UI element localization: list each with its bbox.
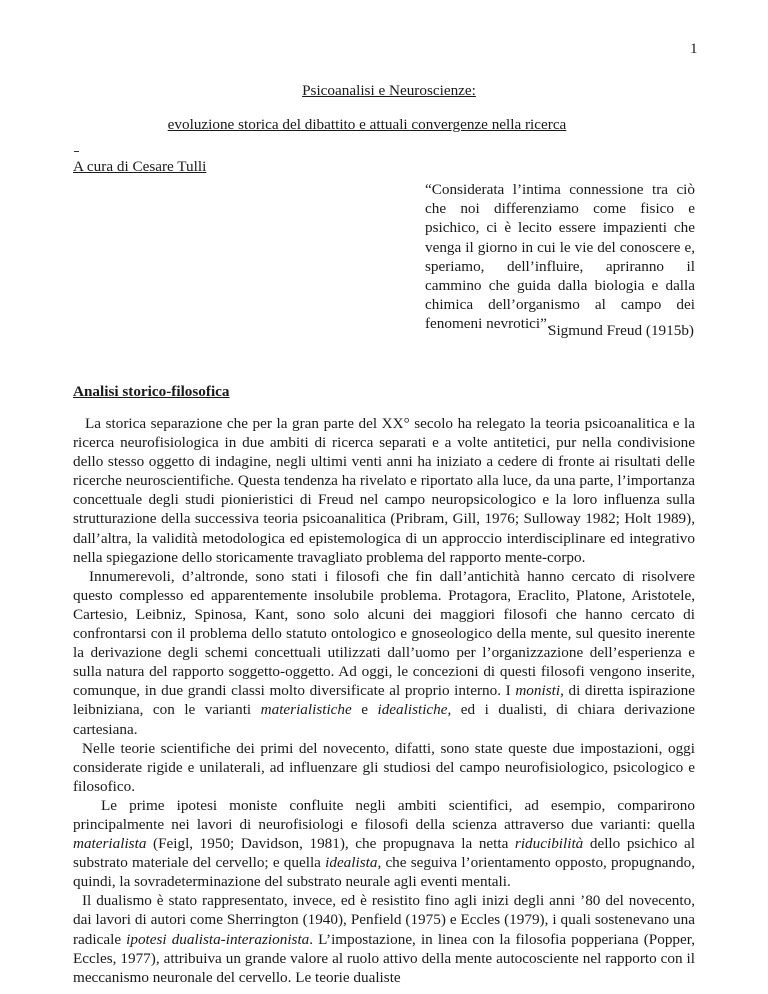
italic-term: idealistiche, [377, 701, 452, 719]
page-number: 1 [690, 41, 698, 57]
document-subtitle: evoluzione storica del dibattito e attuali convergenze nella ricerca [167, 116, 567, 133]
text-run: dello psichico al substrato materiale del cervello; e quella [73, 835, 695, 872]
italic-term: materialistiche [260, 701, 352, 719]
section-heading: Analisi storico-filosofica [73, 383, 230, 400]
author-line: A cura di Cesare Tulli [73, 158, 207, 175]
document-title: Psicoanalisi e Neuroscienze: [302, 82, 476, 99]
paragraph: La storica separazione che per la gran parte del XX° secolo ha relegato la teoria psicoanalitica e la ricerca neurofisiologica in due ambiti di ricerca separati e a volte antitetici, pur nella condivisione dello stesso oggetto di indagine, negli ultimi venti anni ha iniziato a cedere di fronte ai risultati delle ricerche neuroscientifiche. Questa tendenza ha rivelato e riportato alla luce, da una parte, l’importanza concettuale degli studi pionieristici di Freud nel campo neuropsicologico e la loro influenza sulla strutturazione della successiva teoria psicoanalitica (Pribram, Gill, 1976; Sulloway 1982; Holt 1989), dall’altra, la validità metodologica ed epistemologica di un approccio interdisciplinare ed integrativo nella spiegazione dello storicamente travagliato problema del rapporto mente-corpo. [73, 415, 695, 566]
stray-mark [74, 151, 79, 152]
text-run: e [351, 701, 378, 719]
paragraph [73, 567, 695, 739]
text-run: Innumerevoli, d’altronde, sono stati i filosofi che fin dall’antichità hanno cercato di risolvere questo complesso ed apparentemente insolubile problema. Protagora, Eraclito, Platone, Aristotele, Cartesio, Leibniz, Spinosa, Kant, sono solo alcuni dei maggiori filosofi che hanno cercato di confrontarsi con il problema dello statuto ontologico e gnoseologico della mente, sul quesito inerente la derivazione degli schemi concettuali utilizzati dall’uomo per l’organizzazione dell’esperienza e sulla natura del rapporto soggetto-oggetto. Ad oggi, le concezioni di questi filosofi vengono inserite, comunque, in due grandi classi molto diversificate al proprio interno. I [73, 567, 695, 700]
text-run: , di diretta ispirazione leibniziana, con le varianti [73, 682, 695, 719]
text-run: Le prime ipotesi moniste confluite negli ambiti scientifici, ad esempio, comparirono principalmente nei lavori di neurofisiologi e filosofi della scienza attraverso due varianti: quella [73, 796, 695, 833]
italic-term: monisti [515, 682, 561, 700]
epigraph-attribution: Sigmund Freud (1915b) [548, 322, 694, 339]
body-text [73, 414, 695, 987]
epigraph-quote: “Considerata l’intima connessione tra ciò che noi differenziamo come fisico e psichico, ci è lecito essere impazienti che venga il giorno in cui le vie del conoscere e, speriamo, dell’influire, apriranno il cammino che guida dalla biologia e dalla chimica dell’organismo al campo dei fenomeni nevrotici”. [425, 181, 695, 333]
italic-term: materialista [73, 835, 147, 853]
paragraph [73, 891, 695, 986]
italic-term: ipotesi dualista-interazionista [126, 930, 310, 948]
text-run: ed i dualisti, di chiara derivazione cartesiana. [73, 701, 696, 738]
paragraph [73, 796, 695, 891]
paragraph: Nelle teorie scientifiche dei primi del novecento, difatti, sono state queste due impostazioni, oggi considerate rigide e unilaterali, ad influenzare gli studiosi del campo neurofisiologico, psicologico e filosofico. [73, 739, 695, 795]
text-run: . L’impostazione, in linea con la filosofia popperiana (Popper, Eccles, 1977), attribuiva un grande valore al ruolo attivo della mente autocosciente nel rapporto con il meccanismo neuronale del cervello. Le teorie dualiste [73, 930, 695, 986]
italic-term: riducibilità [514, 835, 584, 853]
italic-term: idealista [325, 854, 378, 872]
text-run: (Feigl, 1950; Davidson, 1981), che propugnava la netta [146, 835, 515, 853]
text-run: , che seguiva l’orientamento opposto, propugnando, quindi, la sovradeterminazione del substrato neurale agli eventi mentali. [73, 854, 695, 891]
text-run: Il dualismo è stato rappresentato, invece, ed è resistito fino agli inizi degli anni ’80 del novecento, dai lavori di autori come Sherrington (1940), Penfield (1975) e Eccles (1979), i quali sostenevano una radicale [73, 892, 695, 948]
